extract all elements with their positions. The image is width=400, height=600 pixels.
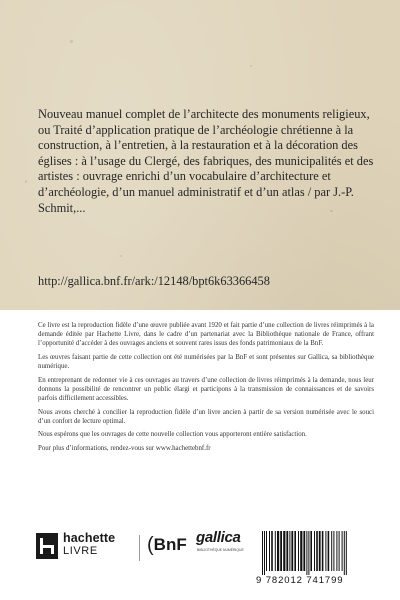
hachette-mark-icon (36, 533, 58, 559)
gallica-wordmark: gallica (196, 529, 241, 546)
livre-wordmark: LIVRE (63, 545, 98, 557)
barcode-bars-icon (260, 531, 378, 575)
hachette-wordmark: hachette (63, 531, 116, 545)
paper-speck (70, 40, 73, 43)
notice-paragraph: Nous avons cherché à concilier la reproduction fidèle d’un livre ancien à partir de sa version numérisée avec le souci d’un confort de lecture optimal. (38, 408, 374, 425)
bnf-wordmark: BnF (153, 535, 187, 554)
publisher-notice (38, 321, 374, 458)
logo-divider (139, 535, 140, 561)
isbn-number: 9 782012 741799 (256, 575, 344, 586)
gallica-subtitle: BIBLIOTHÈQUE NUMÉRIQUE (197, 548, 244, 552)
bnf-bracket: ( (147, 534, 154, 556)
paper-speck (120, 255, 122, 257)
gallica-logo (196, 529, 242, 565)
notice-paragraph: Pour plus d’informations, rendez-vous sur www.hachettebnf.fr (38, 445, 211, 452)
hachette-livre-logo (36, 533, 132, 565)
paper-speck (250, 65, 252, 67)
paper-speck (25, 180, 27, 183)
notice-paragraph: Les œuvres faisant partie de cette collection ont été numérisées par la BnF et sont présentes sur Gallica, sa bibliothèque numérique. (38, 353, 374, 370)
notice-paragraph: En entreprenant de redonner vie à ces ouvrages au travers d’une collection de livres réimprimés à la demande, nous leur donnons la possibilité de rencontrer un public élargi et participons à la transmission de connaissances et de savoirs parfois difficilement accessibles. (38, 376, 374, 402)
bnf-logo (147, 533, 187, 556)
book-title: Nouveau manuel complet de l’architecte des monuments religieux, ou Traité d’application pratique de l’archéologie chrétienne à la construction, à l’entretien, à la restauration et à la décoration des églises : à l’usage du Clergé, des fabriques, des municipalités et des artistes : ouvrage enrichi d’un vocabulaire d’architecture et d’archéologie, d’un manuel administratif et d’un atlas / par J.-P. Schmit,... (38, 107, 374, 215)
notice-paragraph: Nous espérons que les ouvrages de cette nouvelle collection vous apporteront entière satisfaction. (38, 431, 307, 439)
hachette-mark-stroke (51, 545, 54, 554)
isbn-barcode (260, 531, 378, 575)
notice-paragraph: Ce livre est la reproduction fidèle d’une œuvre publiée avant 1920 et fait partie d’une collection de livres réimprimés à la demande éditée par Hachette Livre, dans le cadre d’un partenariat avec la Bibliothèque nationale de France, offrant l’opportunité d’accéder à des ouvrages anciens et souvent rares issus des fonds patrimoniaux de la BnF. (38, 322, 374, 348)
gallica-url: http://gallica.bnf.fr/ark:/12148/bpt6k63366458 (38, 274, 270, 288)
